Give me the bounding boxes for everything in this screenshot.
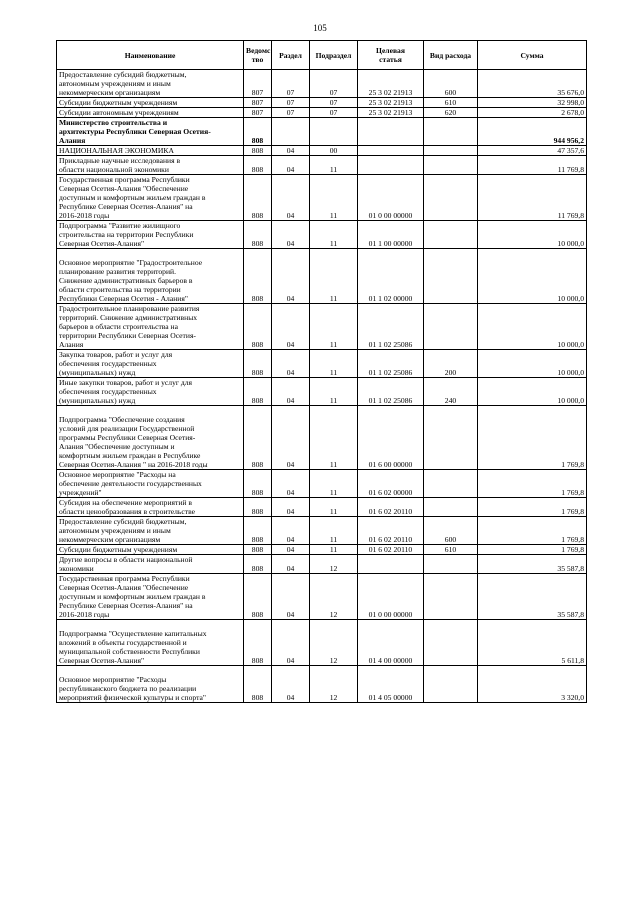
- cell-amount: 11 769,8: [478, 156, 587, 175]
- cell-subsection: 12: [310, 574, 358, 620]
- cell-subsection: 11: [310, 517, 358, 545]
- cell-name: Подпрограмма "Обеспечение создания условий для реализации Государственной программы Республики Северная Осетия- Алания "Обеспечение доступным и комфортным жильем граждан в Республике Северная Осетия-Алания " на 2016-2018 годы: [57, 406, 244, 470]
- cell-expense-type: [424, 146, 478, 156]
- cell-target: 01 4 05 00000: [358, 666, 424, 703]
- table-row: [57, 350, 587, 378]
- cell-name: Государственная программа Республики Северная Осетия-Алания "Обеспечение доступным и комфортным жильем граждан в Республике Северная Осетия-Алания" на 2016-2018 годы: [57, 574, 244, 620]
- cell-target: 25 3 02 21913: [358, 70, 424, 98]
- cell-target: 01 6 00 00000: [358, 406, 424, 470]
- cell-expense-type: 200: [424, 350, 478, 378]
- cell-section: 04: [272, 146, 310, 156]
- cell-dept: 808: [244, 221, 272, 249]
- cell-target: 01 1 02 00000: [358, 249, 424, 304]
- cell-dept: 808: [244, 620, 272, 666]
- table-row: [57, 70, 587, 98]
- cell-target: [358, 555, 424, 574]
- cell-amount: 10 000,0: [478, 221, 587, 249]
- cell-subsection: 00: [310, 146, 358, 156]
- cell-amount: 3 320,0: [478, 666, 587, 703]
- cell-dept: 808: [244, 146, 272, 156]
- cell-subsection: 07: [310, 70, 358, 98]
- cell-section: [272, 118, 310, 146]
- cell-section: 07: [272, 98, 310, 108]
- cell-target: 01 6 02 20110: [358, 545, 424, 555]
- cell-expense-type: 600: [424, 517, 478, 545]
- cell-expense-type: [424, 620, 478, 666]
- cell-name: Предоставление субсидий бюджетным, автономным учреждениям и иным некоммерческим организациям: [57, 517, 244, 545]
- cell-name: Градостроительное планирование развития территорий. Снижение административных барьеров в области строительства на территории Республики Северная Осетия- Алания: [57, 304, 244, 350]
- cell-section: 04: [272, 545, 310, 555]
- cell-expense-type: [424, 498, 478, 517]
- cell-section: 04: [272, 175, 310, 221]
- cell-section: 04: [272, 249, 310, 304]
- header-subsection: Подраздел: [310, 41, 358, 70]
- cell-section: 04: [272, 156, 310, 175]
- cell-target: 01 0 00 00000: [358, 175, 424, 221]
- cell-expense-type: 610: [424, 545, 478, 555]
- cell-section: 04: [272, 555, 310, 574]
- cell-dept: 807: [244, 70, 272, 98]
- header-expense-type: Вид расхода: [424, 41, 478, 70]
- cell-dept: 808: [244, 350, 272, 378]
- cell-section: 04: [272, 517, 310, 545]
- cell-amount: 5 611,8: [478, 620, 587, 666]
- table-row: [57, 498, 587, 517]
- cell-subsection: 11: [310, 175, 358, 221]
- cell-subsection: 11: [310, 470, 358, 498]
- cell-amount: 10 000,0: [478, 304, 587, 350]
- cell-dept: 808: [244, 175, 272, 221]
- table-row: [57, 555, 587, 574]
- table-header-row: [57, 41, 587, 70]
- cell-target: 01 1 02 25086: [358, 304, 424, 350]
- cell-dept: 807: [244, 98, 272, 108]
- cell-expense-type: [424, 406, 478, 470]
- cell-section: 04: [272, 221, 310, 249]
- cell-amount: 47 357,6: [478, 146, 587, 156]
- cell-target: 01 1 02 25086: [358, 350, 424, 378]
- table-row: [57, 249, 587, 304]
- cell-dept: 808: [244, 304, 272, 350]
- cell-dept: 808: [244, 470, 272, 498]
- cell-subsection: 11: [310, 378, 358, 406]
- cell-subsection: 11: [310, 350, 358, 378]
- budget-table: [56, 40, 587, 703]
- cell-target: 01 4 00 00000: [358, 620, 424, 666]
- cell-amount: 1 769,8: [478, 498, 587, 517]
- cell-name: Субсидии бюджетным учреждениям: [57, 545, 244, 555]
- table-row: [57, 304, 587, 350]
- table-row: [57, 470, 587, 498]
- table-row: [57, 98, 587, 108]
- cell-amount: 10 000,0: [478, 378, 587, 406]
- cell-subsection: 07: [310, 108, 358, 118]
- cell-name: НАЦИОНАЛЬНАЯ ЭКОНОМИКА: [57, 146, 244, 156]
- cell-expense-type: 600: [424, 70, 478, 98]
- cell-target: 25 3 02 21913: [358, 108, 424, 118]
- cell-amount: 1 769,8: [478, 470, 587, 498]
- table-row: [57, 108, 587, 118]
- cell-subsection: 07: [310, 98, 358, 108]
- cell-subsection: 12: [310, 666, 358, 703]
- cell-expense-type: [424, 470, 478, 498]
- cell-target: 01 6 02 20110: [358, 498, 424, 517]
- cell-subsection: 11: [310, 156, 358, 175]
- cell-amount: 35 587,8: [478, 574, 587, 620]
- table-row: [57, 175, 587, 221]
- cell-subsection: 12: [310, 555, 358, 574]
- table-row: [57, 146, 587, 156]
- cell-section: 04: [272, 620, 310, 666]
- cell-name: Основное мероприятие "Расходы на обеспечение деятельности государственных учреждений": [57, 470, 244, 498]
- cell-section: 04: [272, 406, 310, 470]
- cell-dept: 808: [244, 574, 272, 620]
- cell-dept: 808: [244, 249, 272, 304]
- cell-dept: 808: [244, 156, 272, 175]
- cell-name: Субсидии автономным учреждениям: [57, 108, 244, 118]
- cell-section: 07: [272, 70, 310, 98]
- cell-expense-type: 240: [424, 378, 478, 406]
- cell-target: [358, 156, 424, 175]
- cell-expense-type: 620: [424, 108, 478, 118]
- cell-dept: 808: [244, 378, 272, 406]
- cell-name: Закупка товаров, работ и услуг для обеспечения государственных (муниципальных) нужд: [57, 350, 244, 378]
- cell-dept: 808: [244, 118, 272, 146]
- cell-name: Министерство строительства и архитектуры Республики Северная Осетия- Алания: [57, 118, 244, 146]
- cell-section: 04: [272, 378, 310, 406]
- table-row: [57, 406, 587, 470]
- cell-expense-type: [424, 175, 478, 221]
- header-name: Наименование: [57, 41, 244, 70]
- header-section: Раздел: [272, 41, 310, 70]
- table-row: [57, 574, 587, 620]
- cell-target: [358, 146, 424, 156]
- cell-name: Основное мероприятие "Расходы республиканского бюджета по реализации мероприятий физической культуры и спорта": [57, 666, 244, 703]
- cell-expense-type: [424, 221, 478, 249]
- cell-target: 01 1 00 00000: [358, 221, 424, 249]
- table-row: [57, 517, 587, 545]
- cell-name: Субсидия на обеспечение мероприятий в области ценообразования в строительстве: [57, 498, 244, 517]
- cell-section: 04: [272, 498, 310, 517]
- cell-expense-type: [424, 304, 478, 350]
- cell-dept: 808: [244, 555, 272, 574]
- cell-amount: 35 587,8: [478, 555, 587, 574]
- cell-subsection: 11: [310, 304, 358, 350]
- cell-expense-type: 610: [424, 98, 478, 108]
- cell-amount: 10 000,0: [478, 350, 587, 378]
- cell-dept: 807: [244, 108, 272, 118]
- cell-expense-type: [424, 156, 478, 175]
- cell-dept: 808: [244, 517, 272, 545]
- cell-target: 25 3 02 21913: [358, 98, 424, 108]
- cell-section: 04: [272, 304, 310, 350]
- cell-name: Другие вопросы в области национальной экономики: [57, 555, 244, 574]
- cell-expense-type: [424, 574, 478, 620]
- cell-expense-type: [424, 118, 478, 146]
- table-row: [57, 156, 587, 175]
- table-row: [57, 620, 587, 666]
- header-target: Целевая статья: [358, 41, 424, 70]
- cell-amount: 1 769,8: [478, 545, 587, 555]
- cell-target: [358, 118, 424, 146]
- cell-amount: 35 676,0: [478, 70, 587, 98]
- table-row: [57, 118, 587, 146]
- cell-name: Иные закупки товаров, работ и услуг для обеспечения государственных (муниципальных) нужд: [57, 378, 244, 406]
- table-body: [57, 70, 587, 703]
- table-row: [57, 545, 587, 555]
- table-row: [57, 378, 587, 406]
- cell-section: 04: [272, 574, 310, 620]
- cell-subsection: 11: [310, 498, 358, 517]
- cell-section: 04: [272, 666, 310, 703]
- cell-amount: 1 769,8: [478, 406, 587, 470]
- cell-name: Подпрограмма "Осуществление капитальных вложений в объекты государственной и муниципальной собственности Республики Северная Осетия-Алания": [57, 620, 244, 666]
- cell-subsection: 11: [310, 221, 358, 249]
- header-amount: Сумма: [478, 41, 587, 70]
- header-dept: Ведомс тво: [244, 41, 272, 70]
- cell-section: 04: [272, 350, 310, 378]
- cell-dept: 808: [244, 406, 272, 470]
- cell-subsection: 11: [310, 406, 358, 470]
- cell-target: 01 6 02 00000: [358, 470, 424, 498]
- table-row: [57, 666, 587, 703]
- cell-target: 01 1 02 25086: [358, 378, 424, 406]
- cell-dept: 808: [244, 666, 272, 703]
- cell-name: Прикладные научные исследования в области национальной экономики: [57, 156, 244, 175]
- cell-section: 07: [272, 108, 310, 118]
- cell-name: Субсидии бюджетным учреждениям: [57, 98, 244, 108]
- cell-subsection: 11: [310, 249, 358, 304]
- cell-expense-type: [424, 249, 478, 304]
- cell-expense-type: [424, 555, 478, 574]
- cell-amount: 11 769,8: [478, 175, 587, 221]
- cell-section: 04: [272, 470, 310, 498]
- cell-name: Предоставление субсидий бюджетным, автономным учреждениям и иным некоммерческим организациям: [57, 70, 244, 98]
- cell-amount: 32 998,0: [478, 98, 587, 108]
- page-number: 105: [313, 23, 327, 33]
- cell-dept: 808: [244, 498, 272, 517]
- cell-subsection: 12: [310, 620, 358, 666]
- cell-name: Государственная программа Республики Северная Осетия-Алания "Обеспечение доступным и комфортным жильем граждан в Республике Северная Осетия-Алания" на 2016-2018 годы: [57, 175, 244, 221]
- cell-subsection: 11: [310, 545, 358, 555]
- cell-expense-type: [424, 666, 478, 703]
- cell-name: Подпрограмма "Развитие жилищного строительства на территории Республики Северная Осетия-Алания": [57, 221, 244, 249]
- cell-amount: 1 769,8: [478, 517, 587, 545]
- cell-amount: 10 000,0: [478, 249, 587, 304]
- table-row: [57, 221, 587, 249]
- cell-dept: 808: [244, 545, 272, 555]
- cell-subsection: [310, 118, 358, 146]
- cell-target: 01 6 02 20110: [358, 517, 424, 545]
- cell-amount: 2 678,0: [478, 108, 587, 118]
- cell-name: Основное мероприятие "Градостроительное планирование развития территорий. Снижение административных барьеров в области строительства на территории Республики Северная Осетия - Алания": [57, 249, 244, 304]
- cell-target: 01 0 00 00000: [358, 574, 424, 620]
- cell-amount: 944 956,2: [478, 118, 587, 146]
